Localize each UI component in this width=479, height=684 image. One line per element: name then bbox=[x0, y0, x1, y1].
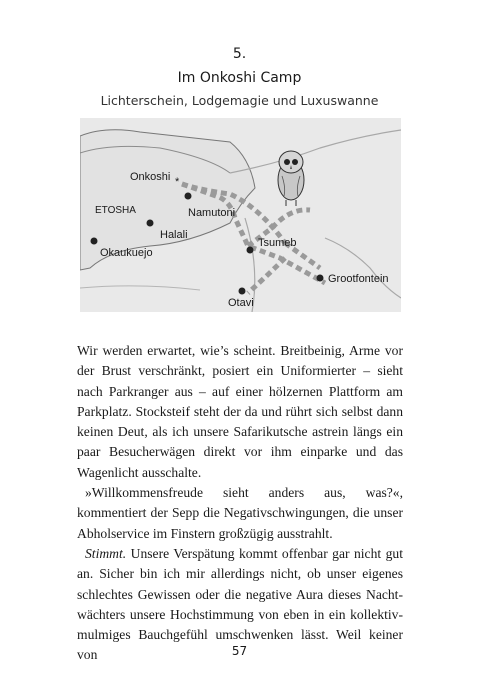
chapter-number: 5. bbox=[232, 46, 247, 62]
body-text bbox=[77, 341, 403, 666]
map-label-tsumeb: Tsumeb bbox=[258, 237, 297, 249]
onkoshi-star-icon: * bbox=[175, 176, 180, 188]
map-label-etosha: ETOSHA bbox=[95, 205, 136, 216]
map-label-onkoshi: Onkoshi bbox=[130, 171, 171, 183]
map-illustration bbox=[80, 118, 401, 312]
paragraph: Wir werden erwartet, wie’s scheint. Breitbeinig, Arme vor der Brust verschränkt, posiert ein Uniformierter – sieht nach Parkranger aus – auf einer hölzernen Plattform am Parkplatz. Stocksteif steht der da und rührt sich selbst dann keinen Deut, als ich unsere Safarikutsche astrein längs ein paar Besucherwägen direkt vor ihm einparke und das Wagenlicht ausschalte. bbox=[77, 343, 403, 480]
chapter-title: Im Onkoshi Camp bbox=[177, 70, 302, 86]
map-label-grootfontein: Grootfontein bbox=[328, 273, 389, 285]
emphasis-text: Stimmt. bbox=[85, 545, 127, 561]
map-label-halali: Halali bbox=[160, 229, 188, 241]
map-label-namutoni: Namutoni bbox=[188, 207, 236, 219]
map-label-otavi: Otavi bbox=[228, 297, 254, 309]
paragraph: »Willkommensfreude sieht anders aus, was?«, kommentiert der Sepp die Negativschwingungen, die unser Abholservice im Finstern großzügig ausstrahlt. bbox=[77, 485, 403, 541]
paragraph-text: Unsere Verspätung kommt offenbar gar nicht gut an. Sicher bin ich mir allerdings nicht, ob unser eigenes schlechtes Gewissen oder die negative Aura dieses Nachtwächters unsere Hochstimmung von eben in ein kollektivmulmiges Bauchgefühl umschwenken lässt. Weil keiner von bbox=[77, 545, 403, 663]
page-number: 57 bbox=[231, 644, 248, 658]
map-label-okaukuejo: Okaukuejo bbox=[100, 247, 153, 259]
chapter-subtitle: Lichterschein, Lodgemagie und Luxuswanne bbox=[100, 93, 379, 108]
